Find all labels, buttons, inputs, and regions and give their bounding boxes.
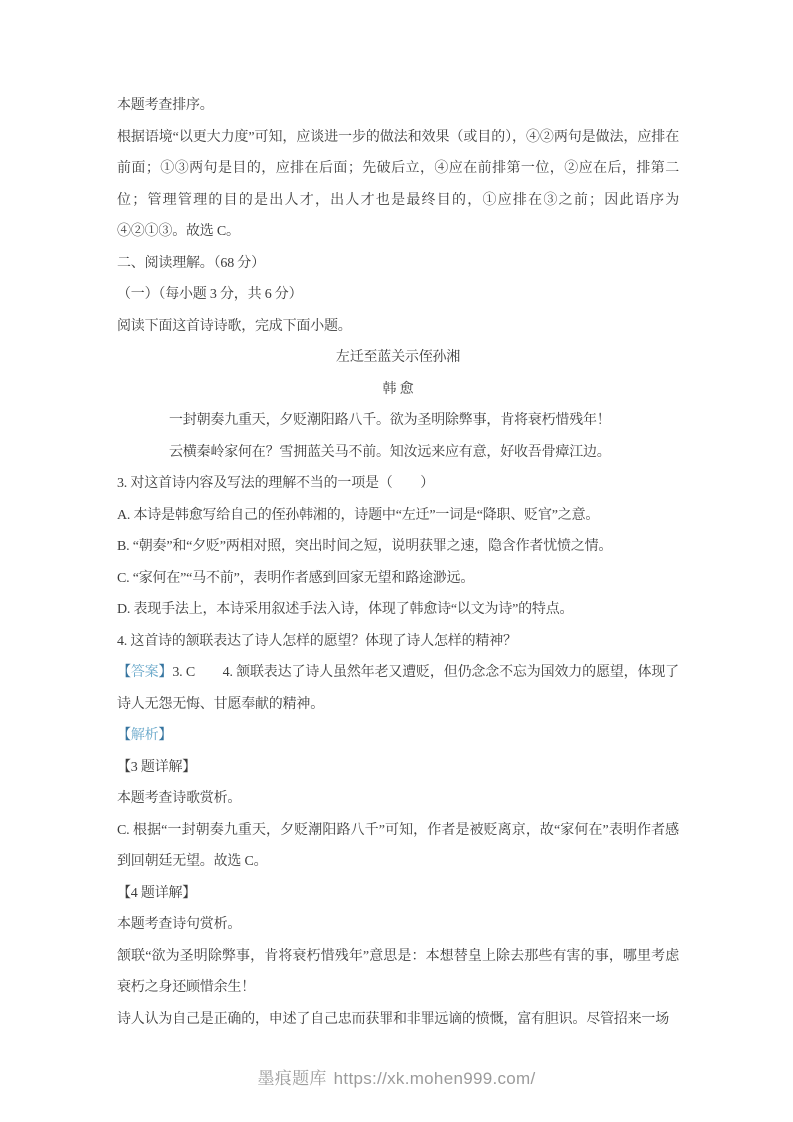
option-d: D. 表现手法上，本诗采用叙述手法入诗，体现了韩愈诗“以文为诗”的特点。: [117, 602, 574, 617]
poem-author: 韩 愈: [382, 381, 414, 397]
poem-line: 云横秦岭家何在？雪拥蓝关马不前。知汝远来应有意，好收吾骨瘴江边。: [169, 444, 611, 460]
option-a: A. 本诗是韩愈写给自己的侄孙韩湘的，诗题中“左迁”一词是“降职、贬官”之意。: [117, 507, 600, 523]
analysis-label: [117, 728, 172, 743]
analysis-paragraph: 诗人认为自己是正确的，申述了自己忠而获罪和非罪远谪的愤慨，富有胆识。尽管招来一场: [117, 1011, 669, 1027]
analysis-paragraph: C. 根据“一封朝奏九重天，夕贬潮阳路八千”可知，作者是被贬离京，故“家何在”表明作者感到回朝廷无望。故选 C。: [117, 822, 679, 869]
option-b: B. “朝奏”和“夕贬”两相对照，突出时间之短，说明获罪之速，隐含作者忧愤之情。: [117, 539, 613, 554]
analysis-label-text: 解析: [130, 728, 159, 743]
answer-paragraph: [117, 657, 679, 720]
poem-line: 一封朝奏九重天，夕贬潮阳路八千。欲为圣明除弊事，肯将衰朽惜残年！: [169, 413, 611, 428]
exam-document: [117, 90, 679, 1035]
reading-instruction: 阅读下面这首诗诗歌，完成下面小题。: [117, 318, 352, 334]
label-bracket: 【: [117, 728, 131, 743]
label-bracket: 【: [117, 665, 131, 680]
analysis-paragraph: 本题考查排序。: [117, 98, 214, 113]
question-3: 3. 对这首诗内容及写法的理解不当的一项是（ ）: [117, 476, 434, 491]
watermark-footer: [0, 1064, 793, 1089]
analysis-paragraph: 根据语境“以更大力度”可知，应谈进一步的做法和效果（或目的），④②两句是做法，应排在前面；①③两句是目的，应排在后面；先破后立，④应在前排第一位，②应在后，排第二位；管理管理的目的是出人才，出人才也是最终目的，①应排在③之前；因此语序为④②①③。故选 C。: [117, 129, 679, 239]
detail-heading-q3: 【3 题详解】: [117, 759, 197, 775]
answer-label: [117, 665, 172, 680]
option-c: C. “家何在”“马不前”，表明作者感到回家无望和路途渺远。: [117, 570, 475, 586]
question-4: 4. 这首诗的颔联表达了诗人怎样的愿望？体现了诗人怎样的精神？: [117, 633, 517, 649]
site-brand: 墨痕题库: [257, 1069, 327, 1088]
detail-heading-q4: 【4 题详解】: [117, 885, 197, 901]
label-bracket: 】: [158, 665, 173, 680]
label-bracket: 】: [158, 728, 173, 743]
sub-section-heading: （一）（每小题 3 分，共 6 分）: [117, 287, 303, 302]
analysis-paragraph: 本题考查诗歌赏析。: [117, 791, 242, 806]
analysis-paragraph: 本题考查诗句赏析。: [117, 917, 242, 932]
section-heading: 二、阅读理解。（68 分）: [117, 255, 265, 271]
analysis-heading: [117, 720, 679, 752]
answer-text: 3. C 4. 颔联表达了诗人虽然年老又遭贬，但仍念念不忘为国效力的愿望，体现了诗人无怨无悔、甘愿奉献的精神。: [117, 665, 679, 712]
analysis-paragraph: 颔联“欲为圣明除弊事，肯将衰朽惜残年”意思是：本想替皇上除去那些有害的事，哪里考虑衰朽之身还顾惜余生！: [117, 948, 679, 995]
answer-label-text: 答案: [130, 665, 159, 680]
site-url: https://xk.mohen999.com/: [333, 1069, 536, 1088]
poem-title: 左迁至蓝关示侄孙湘: [335, 350, 461, 365]
